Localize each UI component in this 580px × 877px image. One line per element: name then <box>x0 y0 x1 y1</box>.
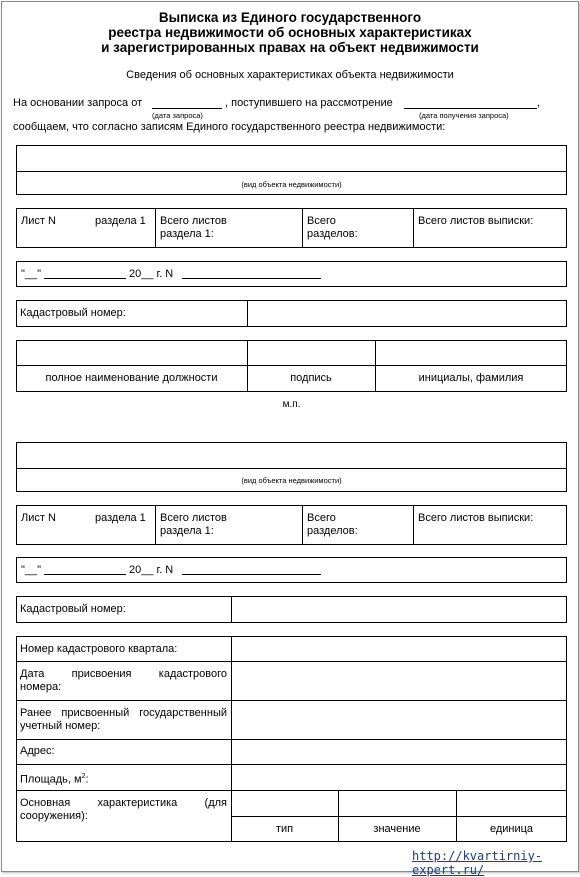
divider <box>16 764 567 765</box>
sheet-info-table-2 <box>16 505 567 545</box>
date-day-2: "__" <box>21 564 42 576</box>
divider <box>16 468 567 469</box>
cadastral-number-label: Кадастровый номер: <box>20 307 126 319</box>
divider <box>16 790 567 791</box>
object-type-caption-2: (вид объекта недвижимости) <box>241 476 342 485</box>
assignment-date-label: Дата присвоения кадастрового номера: <box>20 668 227 693</box>
position-caption: полное наименование должности <box>45 372 218 384</box>
divider <box>16 171 567 172</box>
signature-caption: подпись <box>290 372 332 384</box>
date-month-field-2[interactable] <box>44 563 126 575</box>
type-caption: тип <box>275 823 294 835</box>
date-month-field[interactable] <box>44 267 126 279</box>
date-year-number-2: 20__ г. N <box>129 564 174 576</box>
total-section-sheets-label: Всего листов раздела 1: <box>160 215 227 240</box>
website-link[interactable]: http://kvartirniy-expert.ru/ <box>412 849 543 877</box>
total-sections-label-2: Всего разделов: <box>307 512 358 537</box>
previous-number-label: Ранее присвоенный государственный учетный номер: <box>20 707 227 732</box>
address-label: Адрес: <box>20 745 55 757</box>
divider <box>231 816 567 817</box>
divider <box>413 208 414 248</box>
total-extract-sheets-label: Всего листов выписки: <box>418 215 534 227</box>
section-label: раздела 1 <box>95 215 146 227</box>
date-day: "__" <box>21 268 42 280</box>
sheet-info-table <box>16 208 567 248</box>
total-sections-label: Всего разделов: <box>307 215 358 240</box>
divider <box>16 700 567 701</box>
hint-receipt-date: (дата получения запроса) <box>419 111 509 120</box>
divider <box>16 365 567 366</box>
sheet-number-label: Лист N <box>21 215 56 227</box>
divider <box>16 661 567 662</box>
number-field-2[interactable] <box>182 563 321 575</box>
cadastral-number-label-2: Кадастровый номер: <box>20 603 126 615</box>
value-caption: значение <box>373 823 421 835</box>
document-subtitle: Сведения об основных характеристиках объекта недвижимости <box>126 69 454 81</box>
object-type-caption: (вид объекта недвижимости) <box>241 180 342 189</box>
number-field[interactable] <box>182 267 321 279</box>
request-date-field[interactable] <box>152 97 222 109</box>
receipt-date-field[interactable] <box>404 97 537 109</box>
divider <box>302 208 303 248</box>
divider <box>231 596 232 623</box>
hint-request-date: (дата запроса) <box>152 111 203 120</box>
total-section-sheets-label-2: Всего листов раздела 1: <box>160 512 227 537</box>
intro-text-1: На основании запроса от <box>13 97 143 109</box>
main-characteristic-label: Основная характеристика (для сооружения): <box>20 797 227 822</box>
document-title: Выписка из Единого государственного реестра недвижимости об основных характеристиках и зарегистрированных правах на объект недвижимости <box>101 10 479 55</box>
sheet-number-label-2: Лист N <box>21 512 56 524</box>
divider <box>155 208 156 248</box>
total-extract-sheets-label-2: Всего листов выписки: <box>418 512 534 524</box>
intro-comma: , <box>537 97 541 109</box>
cadastral-quarter-label: Номер кадастрового квартала: <box>20 643 178 655</box>
date-year-number: 20__ г. N <box>129 268 174 280</box>
initials-caption: инициалы, фамилия <box>418 372 524 384</box>
intro-line-2: сообщаем, что согласно записям Единого государственного реестра недвижимости: <box>13 121 446 133</box>
divider <box>247 300 248 327</box>
area-label: Площадь, $м^2$: <box>20 773 89 786</box>
stamp-place: м.п. <box>282 399 301 410</box>
section-label-2: раздела 1 <box>95 512 146 524</box>
unit-caption: единица <box>489 823 534 835</box>
divider <box>302 505 303 545</box>
divider <box>413 505 414 545</box>
divider <box>16 739 567 740</box>
intro-text-2: , поступившего на рассмотрение <box>225 97 393 109</box>
divider <box>155 505 156 545</box>
